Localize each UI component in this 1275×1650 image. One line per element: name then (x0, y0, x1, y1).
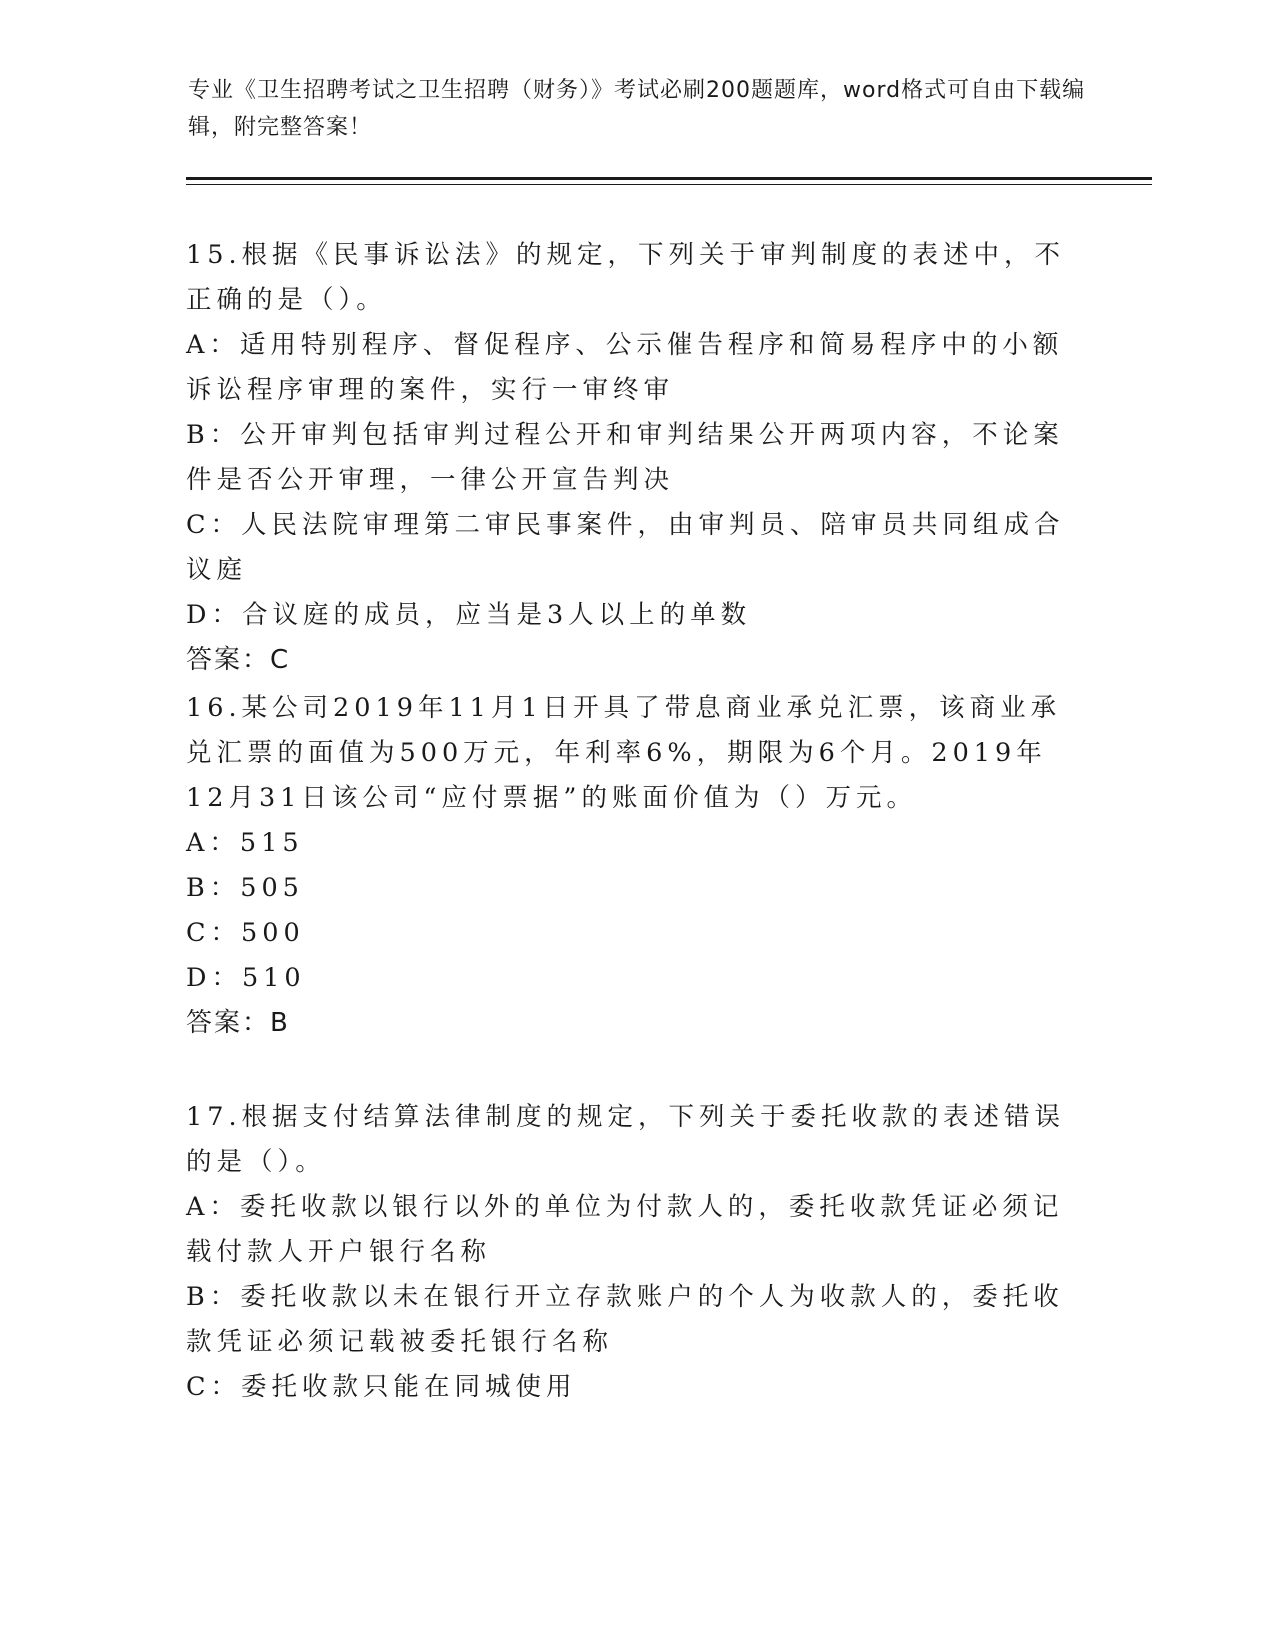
option-d: D：合议庭的成员，应当是3人以上的单数 (186, 600, 752, 630)
question-stem: 16.某公司2019年11月1日开具了带息商业承兑汇票，该商业承兑汇票的面值为500万元，年利率6%，期限为6个月。2019年12月31日该公司“应付票据”的账面价值为（）万元。 (186, 693, 1062, 813)
answer: 答案：C (186, 645, 291, 675)
question-stem: 15.根据《民事诉讼法》的规定，下列关于审判制度的表述中，不正确的是（）。 (186, 240, 1066, 315)
option-d: D：510 (186, 963, 306, 993)
option-b: B：公开审判包括审判过程公开和审判结果公开两项内容，不论案件是否公开审理，一律公开宣告判决 (186, 420, 1064, 495)
option-c: C：人民法院审理第二审民事案件，由审判员、陪审员共同组成合议庭 (186, 510, 1065, 585)
answer: 答案：B (186, 1008, 290, 1038)
option-a: A：适用特别程序、督促程序、公示催告程序和简易程序中的小额诉讼程序审理的案件，实行一审终审 (186, 330, 1064, 405)
option-a: A：委托收款以银行以外的单位为付款人的，委托收款凭证必须记载付款人开户银行名称 (186, 1192, 1064, 1267)
header-divider-thick (186, 177, 1152, 180)
option-a: A：515 (186, 828, 304, 858)
question-17 (186, 1095, 1076, 1410)
question-stem: 17.根据支付结算法律制度的规定，下列关于委托收款的表述错误的是（）。 (186, 1102, 1066, 1177)
question-15 (186, 233, 1076, 683)
question-16 (186, 686, 1076, 1046)
header-divider-thin (186, 184, 1152, 185)
option-c: C：委托收款只能在同城使用 (186, 1372, 577, 1402)
option-b: B：委托收款以未在银行开立存款账户的个人为收款人的，委托收款凭证必须记载被委托银行名称 (186, 1282, 1064, 1357)
option-b: B：505 (186, 873, 304, 903)
option-c: C：500 (186, 918, 305, 948)
document-header: 专业《卫生招聘考试之卫生招聘（财务）》考试必刷200题题库，word格式可自由下载编辑，附完整答案！ (188, 78, 1086, 140)
